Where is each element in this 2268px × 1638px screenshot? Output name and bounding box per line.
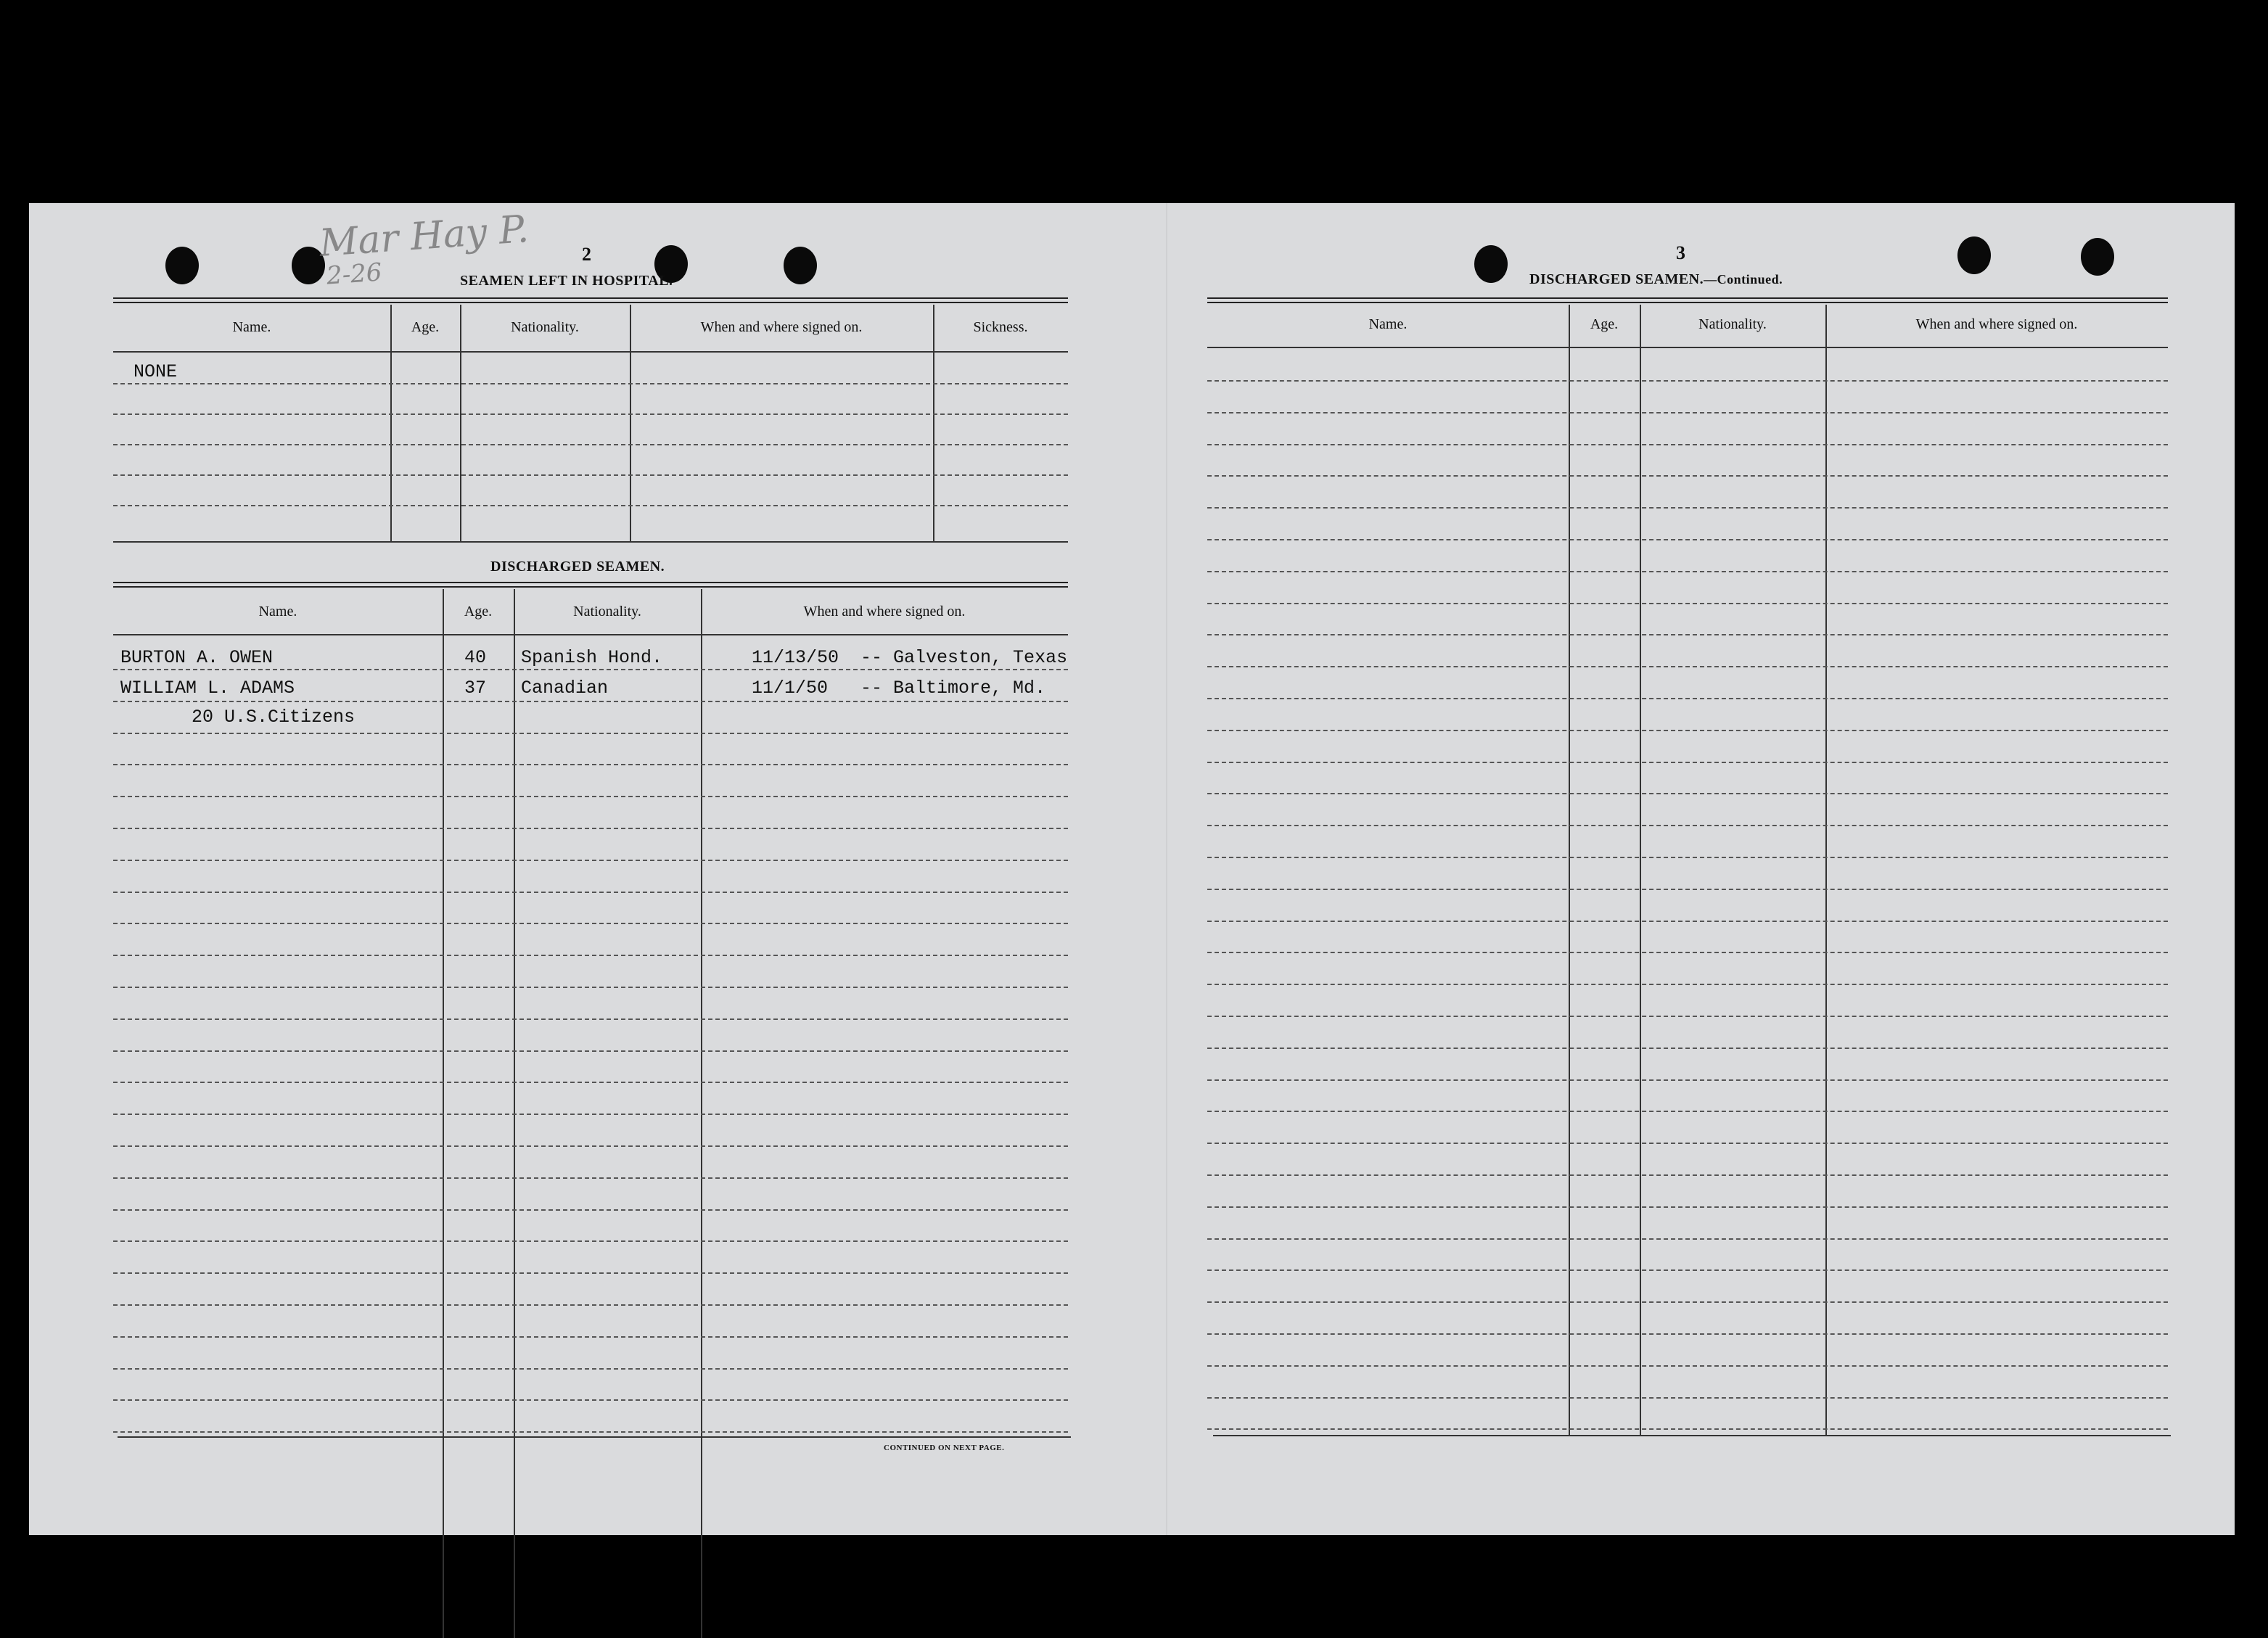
right-header-rule — [1207, 347, 2168, 348]
ruled-line — [1207, 793, 2168, 794]
ruled-line — [113, 1240, 1068, 1242]
ruled-line — [1207, 507, 2168, 509]
ruled-line — [113, 383, 1068, 384]
document-sheet — [29, 203, 2235, 1535]
ruled-line — [113, 1272, 1068, 1274]
hospital-entry: NONE — [133, 361, 178, 382]
hospital-section-title: SEAMEN LEFT IN HOSPITAL. — [460, 273, 673, 289]
punch-hole — [165, 247, 199, 284]
right-top-rule — [1207, 297, 2168, 303]
header-signed-on: When and where signed on. — [700, 319, 863, 335]
ruled-line — [1207, 952, 2168, 953]
header-signed-on: When and where signed on. — [803, 604, 966, 620]
ruled-line — [1207, 603, 2168, 604]
header-name: Name. — [232, 319, 271, 335]
ruled-line — [1207, 1397, 2168, 1399]
right-title-continued: —Continued. — [1704, 272, 1783, 287]
page-fold — [1166, 203, 1167, 1535]
seaman-age: 40 — [464, 647, 487, 668]
seaman-nationality: Spanish Hond. — [521, 647, 663, 668]
ruled-line — [113, 987, 1068, 988]
ruled-line — [1207, 1143, 2168, 1144]
ruled-line — [113, 1018, 1068, 1020]
seaman-name: WILLIAM L. ADAMS — [120, 678, 295, 699]
ruled-line — [113, 701, 1068, 702]
ruled-line — [1207, 1428, 2168, 1430]
ruled-line — [113, 955, 1068, 956]
ruled-line — [1207, 889, 2168, 890]
discharged-top-rule — [113, 582, 1068, 588]
ruled-line — [113, 413, 1068, 415]
ruled-line — [1207, 380, 2168, 382]
ruled-line — [1207, 730, 2168, 731]
header-name: Name. — [1368, 316, 1408, 332]
ruled-line — [113, 1209, 1068, 1211]
ruled-line — [1207, 1016, 2168, 1017]
ruled-line — [1207, 475, 2168, 477]
ruled-line — [113, 796, 1068, 797]
right-col-divider — [1640, 305, 1641, 1436]
right-title-main: DISCHARGED SEAMEN. — [1529, 271, 1704, 287]
header-age: Age. — [464, 604, 493, 620]
seaman-name: BURTON A. OWEN — [120, 647, 274, 668]
seaman-nationality: Canadian — [521, 678, 609, 699]
hospital-bottom-rule — [113, 541, 1068, 543]
punch-hole — [2081, 238, 2114, 276]
ruled-line — [1207, 539, 2168, 540]
ruled-line — [113, 733, 1068, 734]
right-col-divider — [1569, 305, 1570, 1436]
punch-hole — [1957, 236, 1991, 274]
header-signed-on: When and where signed on. — [1915, 316, 2078, 332]
ruled-line — [113, 923, 1068, 924]
right-bottom-rule — [1213, 1435, 2171, 1436]
seaman-signed-on: 11/1/50 -- Baltimore, Md. — [752, 678, 1046, 699]
ruled-line — [113, 1368, 1068, 1370]
hospital-top-rule — [113, 297, 1068, 303]
right-col-divider — [1825, 305, 1827, 1436]
ruled-line — [1207, 1238, 2168, 1240]
header-nationality: Nationality. — [573, 604, 641, 620]
ruled-line — [1207, 1174, 2168, 1176]
ruled-line — [1207, 412, 2168, 413]
header-nationality: Nationality. — [1698, 316, 1767, 332]
ruled-line — [1207, 825, 2168, 826]
discharged-header-rule — [113, 634, 1068, 635]
ruled-line — [1207, 571, 2168, 572]
header-sickness: Sickness. — [973, 319, 1028, 335]
header-age: Age. — [411, 319, 440, 335]
ruled-line — [1207, 1206, 2168, 1208]
ruled-line — [1207, 1111, 2168, 1112]
ruled-line — [113, 764, 1068, 765]
handwritten-annotation-2: 2-26 — [325, 258, 383, 291]
continued-footer: CONTINUED ON NEXT PAGE. — [884, 1444, 1005, 1452]
page-number-right: 3 — [1676, 242, 1685, 263]
ruled-line — [113, 444, 1068, 445]
hospital-header-rule — [113, 351, 1068, 353]
header-age: Age. — [1590, 316, 1619, 332]
page-number-left: 2 — [582, 244, 591, 265]
header-name: Name. — [258, 604, 297, 620]
ruled-line — [113, 892, 1068, 893]
ruled-line — [1207, 984, 2168, 985]
citizens-note: 20 U.S.Citizens — [192, 707, 356, 728]
ruled-line — [1207, 666, 2168, 667]
header-nationality: Nationality. — [511, 319, 579, 335]
ruled-line — [113, 1304, 1068, 1306]
ruled-line — [1207, 762, 2168, 763]
ruled-line — [1207, 1301, 2168, 1303]
ruled-line — [1207, 1079, 2168, 1081]
ruled-line — [1207, 857, 2168, 858]
ruled-line — [113, 1431, 1068, 1433]
ruled-line — [113, 669, 1068, 670]
ruled-line — [113, 860, 1068, 861]
handwritten-annotation: Mar Hay P. — [318, 207, 530, 266]
ruled-line — [113, 1050, 1068, 1052]
ruled-line — [1207, 634, 2168, 635]
ruled-line — [113, 1114, 1068, 1115]
ruled-line — [1207, 1333, 2168, 1335]
discharged-bottom-rule — [118, 1436, 1071, 1438]
ruled-line — [1207, 921, 2168, 922]
ruled-line — [113, 505, 1068, 506]
ruled-line — [1207, 1048, 2168, 1049]
seaman-signed-on: 11/13/50 -- Galveston, Texas — [752, 647, 1068, 668]
ruled-line — [113, 1145, 1068, 1147]
ruled-line — [113, 1336, 1068, 1338]
ruled-line — [113, 474, 1068, 476]
ruled-line — [1207, 1365, 2168, 1367]
seaman-age: 37 — [464, 678, 487, 699]
punch-hole — [1474, 245, 1508, 283]
ruled-line — [1207, 698, 2168, 699]
ruled-line — [113, 1082, 1068, 1083]
ruled-line — [1207, 1269, 2168, 1271]
ruled-line — [1207, 444, 2168, 445]
ruled-line — [113, 828, 1068, 829]
ruled-line — [113, 1399, 1068, 1401]
punch-hole — [784, 247, 817, 284]
right-section-title — [1529, 271, 1783, 288]
ruled-line — [113, 1177, 1068, 1179]
discharged-section-title: DISCHARGED SEAMEN. — [490, 559, 665, 575]
